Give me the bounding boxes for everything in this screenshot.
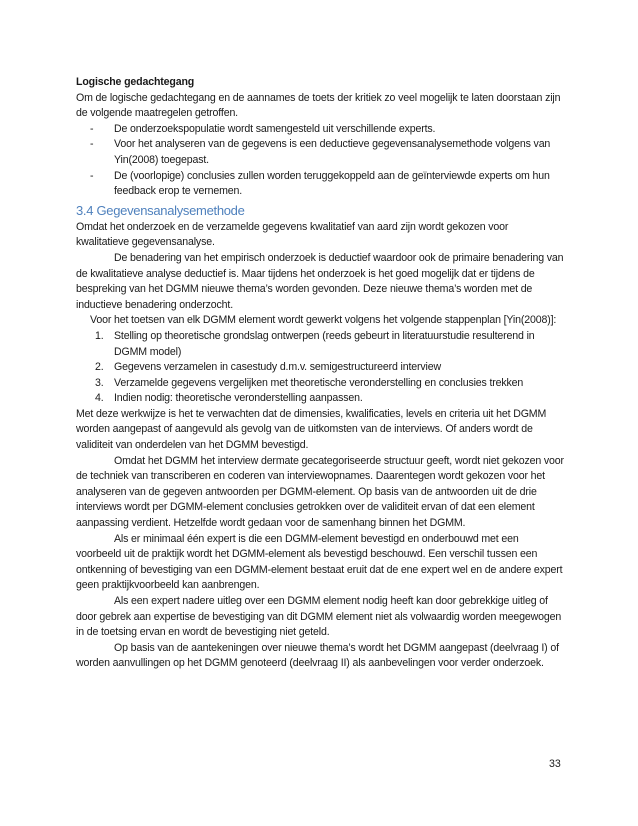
list-item: 4. Indien nodig: theoretische veronderstelling aanpassen.	[95, 392, 363, 405]
list-item: 3. Verzamelde gegevens vergelijken met theoretische veronderstelling en conclusies trekken	[95, 376, 524, 389]
page-number: 33	[549, 758, 561, 770]
list-item: 2. Gegevens verzamelen in casestudy d.m.v. semigestructureerd interview	[95, 361, 441, 374]
document-page	[76, 75, 564, 672]
paragraph: Voor het toetsen van elk DGMM element wordt gewerkt volgens het volgende stappenplan [Yin(2008)]:	[90, 314, 557, 327]
paragraph: Omdat het DGMM het interview dermate gecategoriseerde structuur geeft, wordt niet gekozen voor de techniek van transcriberen en coderen van interviewopnames. Daarentegen wordt gekozen voor het analyseren van de gegeven antwoorden per DGMM-element. Op basis van de antwoorden uit de drie interviews wordt per DGMM-element conclusies getrokken over de validiteit ervan of dat een element aanpassing verdient. Hetzelfde wordt gedaan voor de samenhang binnen het DGMM.	[76, 454, 564, 530]
dash-marker: -	[90, 138, 94, 151]
paragraph: Als er minimaal één expert is die een DGMM-element bevestigd en onderbouwd met een voorbeeld uit de praktijk wordt het DGMM-element als bevestigd beschouwd. Een verschil tussen een ontkenning of bevestiging van een DGMM-element bestaat eruit dat de ene expert wel en de andere expert geen praktijkvoorbeeld kan aanbrengen.	[76, 532, 563, 592]
list-item: - De onderzoekspopulatie wordt samengesteld uit verschillende experts.	[76, 122, 564, 138]
logic-heading: Logische gedachtegang	[76, 76, 195, 88]
paragraph: Omdat het onderzoek en de verzamelde gegevens kwalitatief van aard zijn wordt gekozen voor kwalitatieve gegevensanalyse.	[76, 220, 509, 249]
paragraph: De benadering van het empirisch onderzoek is deductief waardoor ook de primaire benadering van de kwalitatieve analyse deductief is. Maar tijdens het onderzoek is het goed mogelijk dat er tijdens de bespreking van het DGMM nieuwe thema’s worden gevonden. Deze nieuwe thema’s worden met de inductieve benadering onderzocht.	[76, 251, 564, 311]
logic-intro: Om de logische gedachtegang en de aannames de toets der kritiek zo veel mogelijk te laten doorstaan zijn de volgende maatregelen getroffen.	[76, 91, 561, 120]
steps-list	[76, 329, 564, 407]
list-item: - Voor het analyseren van de gegevens is een deductieve gegevensanalysemethode volgens van Yin(2008) toegepast.	[90, 138, 551, 166]
list-item: - De (voorlopige) conclusies zullen worden teruggekoppeld aan de geïnterviewde experts om hun feedback erop te vernemen.	[90, 169, 550, 198]
list-item: 1. Stelling op theoretische grondslag ontwerpen (reeds gebeurt in literatuurstudie resulterend in DGMM model)	[95, 329, 535, 358]
logic-bullet-list	[76, 122, 564, 200]
paragraph: Op basis van de aantekeningen over nieuwe thema’s wordt het DGMM aangepast (deelvraag I) of worden aanvullingen op het DGMM genoteerd (deelvraag II) als aanbevelingen voor verder onderzoek.	[76, 641, 559, 670]
dash-marker: -	[90, 169, 94, 182]
dash-marker: -	[90, 122, 94, 135]
section-title: 3.4 Gegevensanalysemethode	[76, 202, 245, 218]
paragraph: Met deze werkwijze is het te verwachten dat de dimensies, kwalificaties, levels en criteria uit het DGMM worden aangepast of aangevuld als gevolg van de uitkomsten van de interviews. Of anders wordt de validiteit van onderdelen van het DGMM bevestigd.	[76, 407, 547, 452]
paragraph: Als een expert nadere uitleg over een DGMM element nodig heeft kan door gebrekkige uitleg of door gebrek aan expertise de bevestiging van dit DGMM element niet als volwaardig worden meegewogen in de toetsing ervan en wordt de bevestiging niet geteld.	[76, 595, 562, 639]
